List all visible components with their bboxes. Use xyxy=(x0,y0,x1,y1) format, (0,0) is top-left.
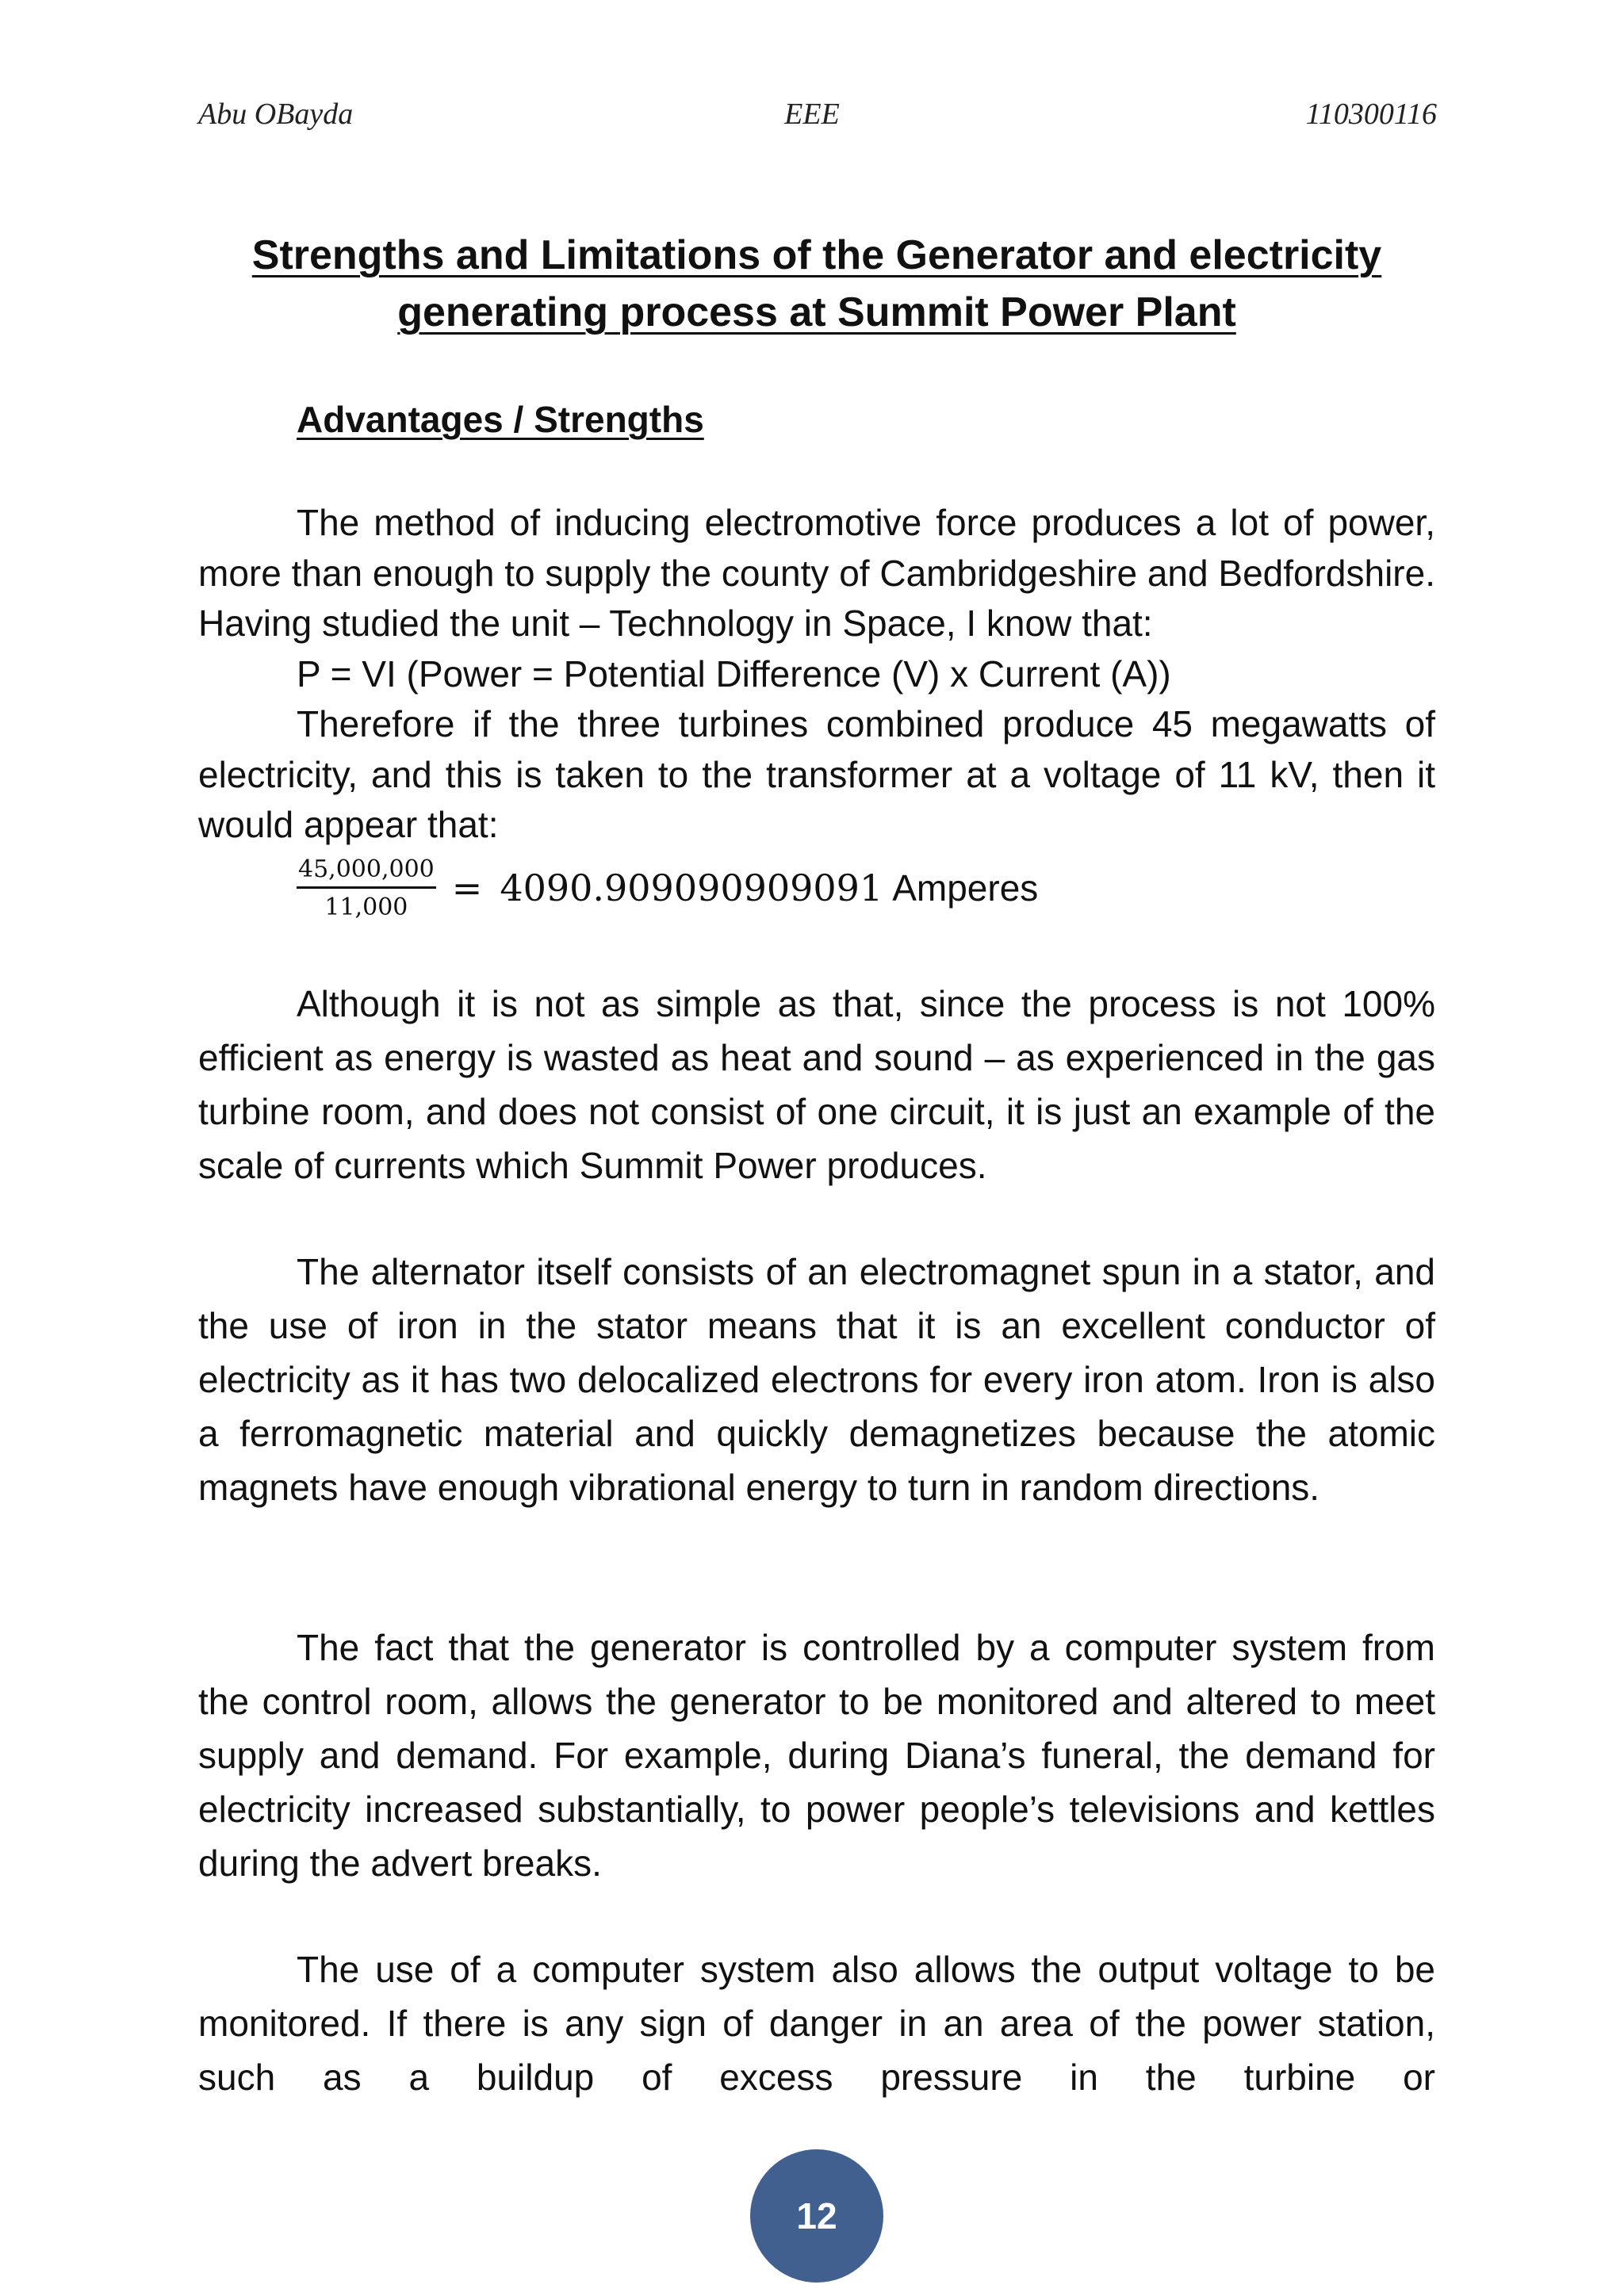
paragraph-1-block xyxy=(198,498,1435,851)
current-equation xyxy=(297,848,1038,928)
header-author: Abu OBayda xyxy=(198,98,354,131)
paragraph-2-block xyxy=(198,977,1435,1192)
header-course: EEE xyxy=(784,98,840,131)
equation-unit: Amperes xyxy=(892,867,1039,909)
paragraph-4: The fact that the generator is controlled by a computer system from the control room, allows the generator to be monitored and altered to meet supply and demand. For example, during Diana’s funeral, the demand for electricity increased substantially, to power people’s televisions and kettles during the advert breaks. xyxy=(198,1627,1435,1884)
paragraph-2: Although it is not as simple as that, since the process is not 100% efficient as energy is wasted as heat and sound – as experienced in the gas turbine room, and does not consist of one circuit, it is just an example of the scale of currents which Summit Power produces. xyxy=(198,983,1435,1186)
paragraph-1-continuation: Therefore if the three turbines combined produce 45 megawatts of electricity, and this is taken to the transformer at a voltage of 11 kV, then it would appear that: xyxy=(198,703,1435,845)
power-formula: P = VI (Power = Potential Difference (V) x Current (A)) xyxy=(297,652,1171,695)
page-title xyxy=(198,227,1435,341)
equation-fraction xyxy=(297,855,436,921)
header-id: 110300116 xyxy=(1305,98,1437,131)
paragraph-3: The alternator itself consists of an electromagnet spun in a stator, and the use of iron in the stator means that it is an excellent conductor of electricity as it has two delocalized electrons for every iron atom. Iron is also a ferromagnetic material and quickly demagnetizes because the atomic magnets have enough vibrational energy to turn in random directions. xyxy=(198,1251,1435,1508)
paragraph-5: The use of a computer system also allows the output voltage to be monitored. If there is any sign of danger in an area of the power station, such as a buildup of excess pressure in the turbine or xyxy=(198,1949,1435,2098)
paragraph-1: The method of inducing electromotive force produces a lot of power, more than enough to supply the county of Cambridgeshire and Bedfordshire. Having studied the unit – Technology in Space, I know that: xyxy=(198,502,1435,644)
equation-numerator: 45,000,000 xyxy=(297,855,436,889)
page-number: 12 xyxy=(796,2195,837,2237)
title-line-2: generating process at Summit Power Plant xyxy=(397,289,1236,335)
page-number-badge xyxy=(750,2149,883,2283)
paragraph-4-block xyxy=(198,1621,1435,1890)
equation-equals: = xyxy=(451,867,483,909)
equation-result: 4090.909090909091 xyxy=(500,867,883,909)
section-heading: Advantages / Strengths xyxy=(297,399,704,440)
title-line-1: Strengths and Limitations of the Generator and electricity xyxy=(251,232,1382,278)
paragraph-3-block xyxy=(198,1245,1435,1514)
paragraph-5-block xyxy=(198,1942,1435,2104)
equation-denominator: 11,000 xyxy=(324,893,408,921)
